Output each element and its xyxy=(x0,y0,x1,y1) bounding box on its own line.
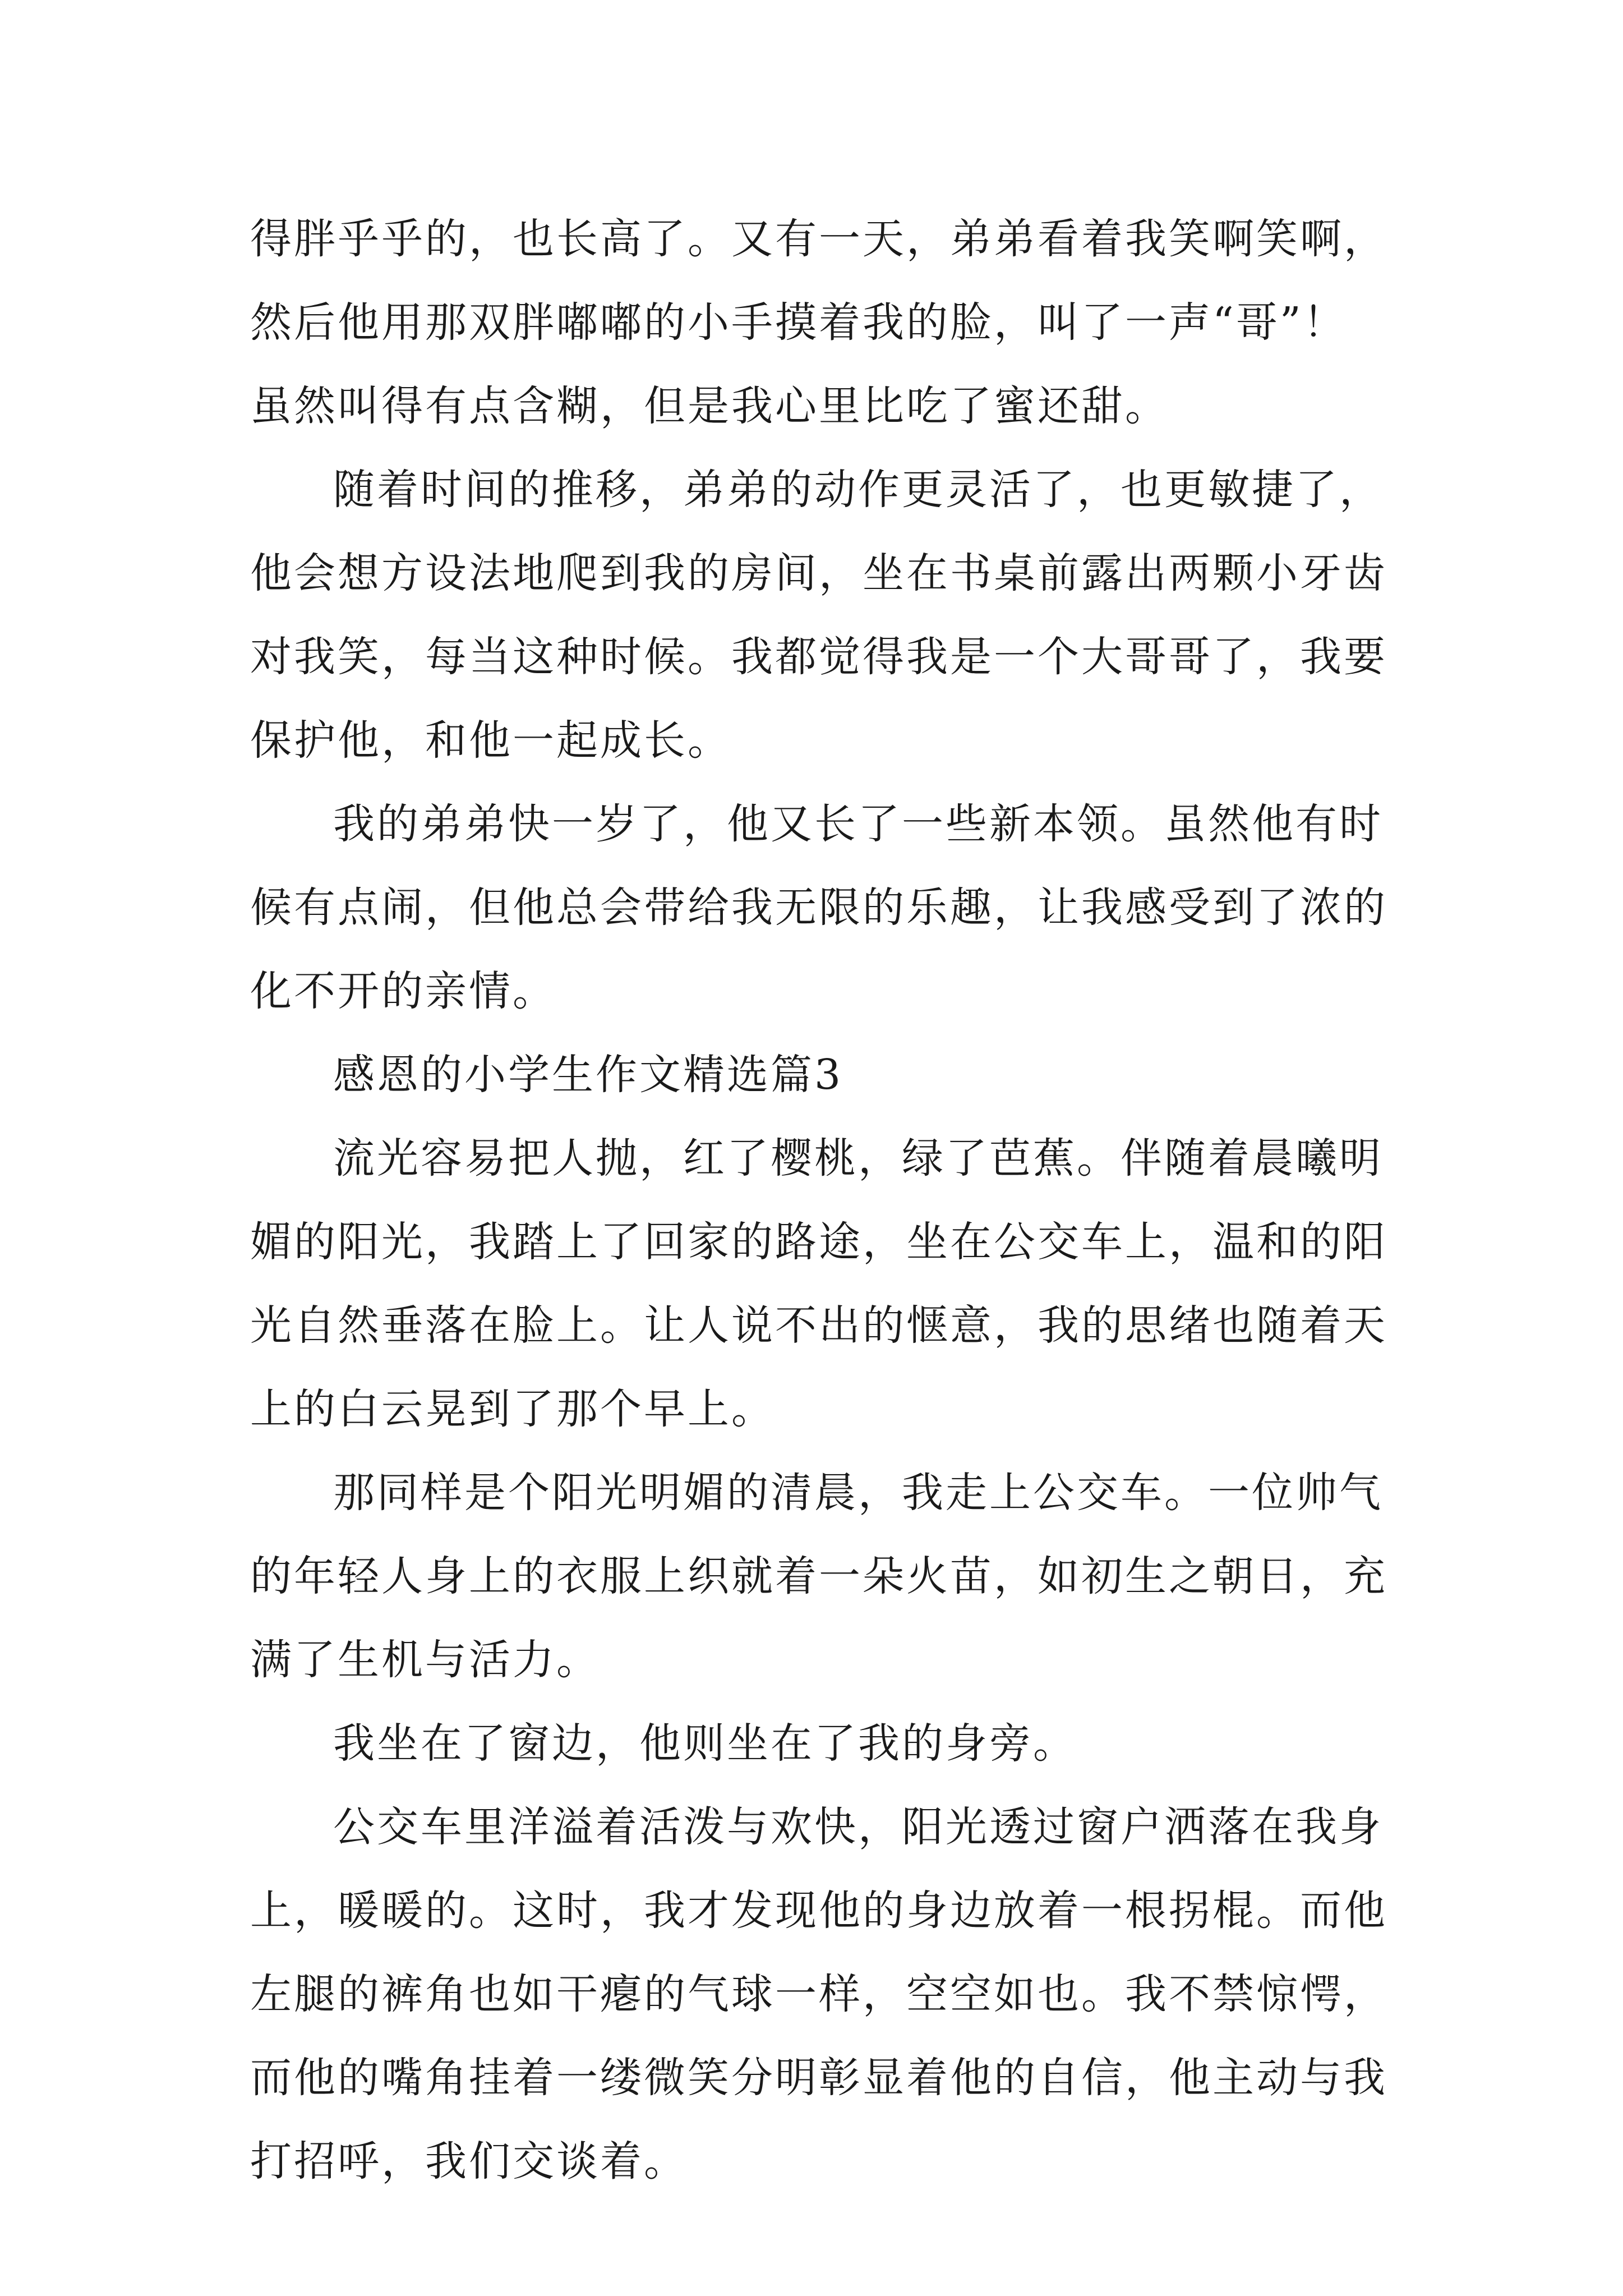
text-line: 候有点闹，但他总会带给我无限的乐趣，让我感受到了浓的 xyxy=(250,884,1387,932)
body-text xyxy=(250,197,1387,2203)
text-line: 的年轻人身上的衣服上织就着一朵火苗，如初生之朝日，充 xyxy=(250,1552,1387,1600)
text-line: 光自然垂落在脸上。让人说不出的惬意，我的思绪也随着天 xyxy=(250,1301,1387,1350)
text-line: 流光容易把人抛，红了樱桃，绿了芭蕉。伴随着晨曦明 xyxy=(333,1134,1383,1182)
text-line: 虽然叫得有点含糊，但是我心里比吃了蜜还甜。 xyxy=(250,382,1169,430)
text-line: 我的弟弟快一岁了，他又长了一些新本领。虽然他有时 xyxy=(333,800,1383,848)
text-line: 上，暖暖的。这时，我才发现他的身边放着一根拐棍。而他 xyxy=(250,1887,1387,1935)
paragraph xyxy=(250,783,1387,1033)
text-line: 对我笑，每当这种时候。我都觉得我是一个大哥哥了，我要 xyxy=(250,633,1387,681)
text-line: 保护他，和他一起成长。 xyxy=(250,716,731,765)
text-line: 那同样是个阳光明媚的清晨，我走上公交车。一位帅气 xyxy=(333,1469,1383,1517)
heading-line: 感恩的小学生作文精选篇3 xyxy=(333,1051,843,1099)
text-line: 左腿的裤角也如干瘪的气球一样，空空如也。我不禁惊愕， xyxy=(250,1970,1387,2018)
text-line: 上的白云晃到了那个早上。 xyxy=(250,1385,775,1433)
text-line: 打招呼，我们交谈着。 xyxy=(250,2137,688,2185)
text-line: 媚的阳光，我踏上了回家的路途，坐在公交车上，温和的阳 xyxy=(250,1218,1387,1266)
text-line: 公交车里洋溢着活泼与欢快，阳光透过窗户洒落在我身 xyxy=(333,1803,1383,1851)
text-line: 然后他用那双胖嘟嘟的小手摸着我的脸，叫了一声“哥”！ xyxy=(250,298,1347,347)
section-heading xyxy=(250,1033,1383,1117)
paragraph xyxy=(250,1702,1383,1786)
text-line: 我坐在了窗边，他则坐在了我的身旁。 xyxy=(333,1719,1077,1768)
paragraph xyxy=(250,197,1387,448)
paragraph xyxy=(250,448,1387,783)
text-line: 随着时间的推移，弟弟的动作更灵活了，也更敏捷了， xyxy=(333,466,1383,514)
text-line: 而他的嘴角挂着一缕微笑分明彰显着他的自信，他主动与我 xyxy=(250,2054,1387,2102)
text-line: 他会想方设法地爬到我的房间，坐在书桌前露出两颗小牙齿 xyxy=(250,549,1387,597)
paragraph xyxy=(250,1786,1387,2203)
text-line: 化不开的亲情。 xyxy=(250,967,556,1015)
paragraph xyxy=(250,1117,1387,1451)
paragraph xyxy=(250,1451,1387,1702)
text-line: 得胖乎乎的，也长高了。又有一天，弟弟看着我笑啊笑啊， xyxy=(250,215,1387,263)
text-line: 满了生机与活力。 xyxy=(250,1636,600,1684)
